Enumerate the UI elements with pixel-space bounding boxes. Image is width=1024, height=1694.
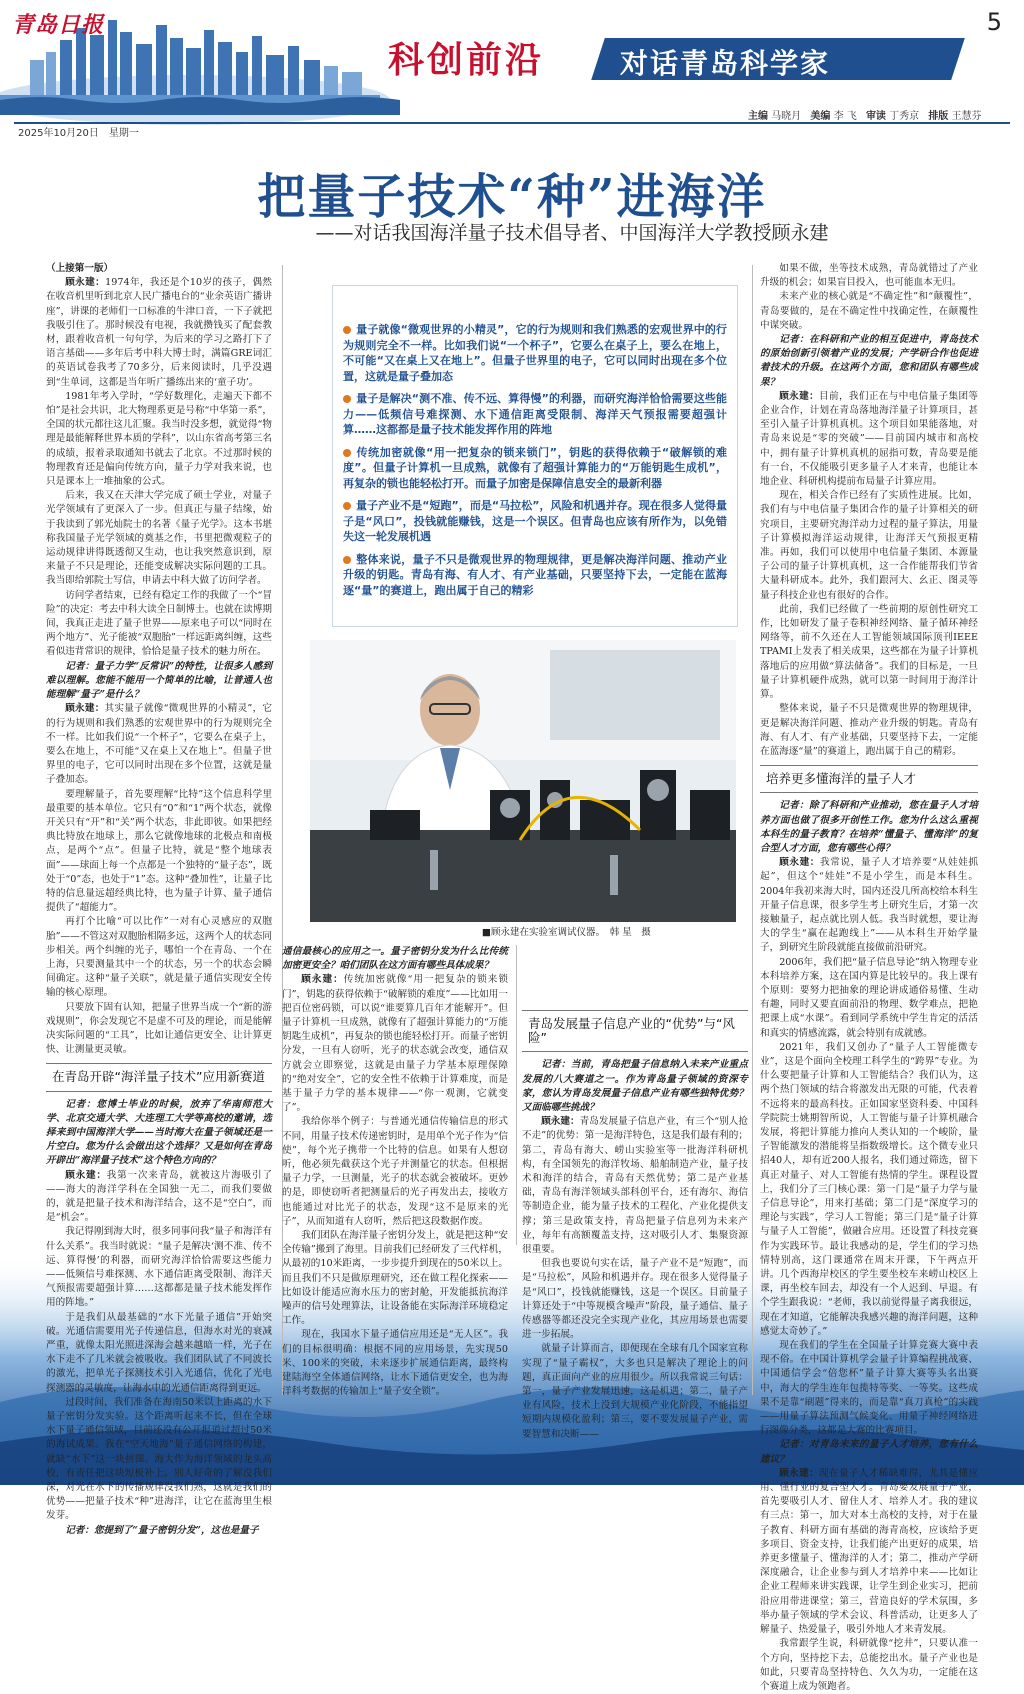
paragraph	[760, 1339, 978, 1438]
paragraph	[282, 1328, 508, 1399]
paragraph-text: 目前，我们正在与中电信量子集团等企业合作，计划在青岛落地海洋量子计算项目，甚至引入量子计算机真机。这个项目如果能落地，对青岛来说是“零的突破”——目前国内城市和高校中，拥有量子计算机真机的屈指可数，青岛要是能有一台，不仅能吸引更多量子人才来青，也能让本地企业、科研机构提前布局量子计算应用。	[760, 390, 979, 488]
paragraph	[46, 489, 272, 588]
key-points-box	[332, 285, 738, 627]
paragraph	[760, 1637, 978, 1694]
paragraph	[760, 390, 978, 489]
credit-name: 李 飞	[833, 111, 857, 122]
paragraph	[282, 973, 508, 1115]
paragraph	[760, 262, 978, 290]
subheadline: ——对话我国海洋量子技术倡导者、中国海洋大学教授顾永建	[315, 222, 829, 244]
paragraph	[282, 1229, 508, 1328]
paragraph	[522, 1257, 748, 1342]
reporter-question: 记者：除了科研和产业推动，您在量子人才培养方面也做了很多开创性工作。您为什么这么重视本科生的量子教育？在培养“懂量子、懂海洋”的复合型人才方面，您有哪些心得？	[760, 800, 978, 854]
paragraph-text: 就量子计算而言，即便现在全球有几个国家宣称实现了“量子霸权”，大多也只是解决了理论上的问题，真正面向产业的应用很少。所以我常说三句话：第一，量子产业发展迅速，这是机遇；第二，量子产业有风险，技术上没到大规模产业化阶段，不能指望短期内规模化盈利；第三，要不要发展量子产业，需要智慧和决断——	[522, 1343, 748, 1440]
paragraph-text: 未来产业的核心就是“不确定性”和“颠覆性”，青岛要做的，是在不确定性中找确定性，在颠覆性中谋突破。	[760, 291, 978, 331]
column-divider	[516, 945, 517, 1245]
page-number: 5	[986, 8, 1002, 36]
speaker-label: 顾永建：	[779, 1467, 820, 1479]
credit-role: 审读	[865, 111, 886, 122]
issue-date: 2025年10月20日 星期一	[18, 128, 139, 139]
key-point: 传统加密就像“用一把复杂的锁来锁门”，钥匙的获得依赖于“破解锁的难度”。但量子计算机一旦成熟，就像有了超强计算能力的“万能钥匙生成机”，再复杂的锁也能轻松打开。而量子加密是保障信息安全的最新利器	[343, 445, 727, 490]
credit-role: 排版	[928, 111, 949, 122]
paragraph-text: 现在量子人才稀缺难得，尤其是懂应用、懂行业的复合型人才。青岛要发展量子产业，首先要吸引人才、留住人才、培养人才。我的建议有三点：第一，加大对本土高校的支持，对于在量子教育、科研方面有基础的海青高校，应该给予更多项目、资金支持，让我们能产出更好的成果，培养更多懂量子、懂海洋的人才；第二，推动产学研深度融合，让企业参与到人才培养中来——比如让企业工程师来讲实践课，让学生到企业实习，把前沿应用带进课堂；第三，营造良好的学术氛围，多举办量子领域的学术会议、科普活动，让更多人了解量子、热爱量子，吸引外地人才来青发展。	[760, 1467, 979, 1636]
bullet-dot-icon	[343, 502, 351, 510]
speaker-label: 顾永建：	[301, 974, 344, 986]
paragraph-text: 2006年，我们把“量子信息导论”纳入物理专业本科培养方案，这在国内算是比较早的。我上课有个原则：要努力把抽象的理论讲成通俗易懂、生动有趣，同时又要直面前沿的物理、数学难点，把艳把课上成“水课”。看到同学系统中学生肯定的活活和真实的情感流露，就会特别有成就感。	[760, 956, 978, 1039]
newspaper-logo: 青岛日报	[12, 12, 105, 38]
paragraph	[760, 702, 978, 759]
speaker-label: 顾永建：	[65, 1169, 107, 1181]
photo-scientist-in-lab	[310, 640, 736, 922]
paragraph-text: 传统加密就像“用一把复杂的锁来锁门”，钥匙的获得依赖于“破解锁的难度”——比如用一把百位密码锁，可以说“谁要算几百年才能解开”。但量子计算机一旦成熟，就像有了超强计算能力的“万能钥匙生成机”，再复杂的锁也能轻松打开。而量子密钥分发，一旦有人窃听，光子的状态就会改变，通信双方就会立即察觉，这就是由量子力学基本原理保障的“绝对安全”，它的安全性不依赖于计算难度，而是基于量子力学的基本规律——“你一观测，它就变了”。	[282, 974, 509, 1114]
speaker-label: 顾永建：	[65, 277, 106, 289]
paragraph-text: 我们团队在海洋量子密钥分发上，就是把这种“安全传输”搬到了海里。目前我们已经研发了三代样机，从最初的10米距离，一步步提升到现在的50米以上。而且我们不只是做原理研究，还在做工程化探索——比如设计能适应海水压力的密封舱，开发能抵抗海洋噪声的信号处理算法，让设备能在实际海洋环境稳定工作。	[282, 1230, 508, 1327]
reporter-question: 记者：在科研和产业的相互促进中，青岛技术的原始创新引领着产业的发展；产学研合作也促进着技术的升级。在这两个方面，您和团队有哪些成果？	[760, 334, 978, 388]
paragraph	[46, 1225, 272, 1310]
paragraph	[46, 390, 272, 489]
paragraph-text: 我给你举个例子：与普通光通信传输信息的形式不同，用量子技术传递密钥时，是用单个光子作为“信使”，每个光子携带一个比特的信息。如果有人想窃听，他必须先截获这个光子并测量它的状态。但根据量子力学，一旦测量，光子的状态就会被破坏。更妙的是，即使窃听者把测量后的光子再发出去，接收方也能通过对比光子的状态，发现“这不是原来的光子”，从而知道有人窃听，然后把这段数据作废。	[282, 1116, 508, 1227]
reporter-question: 记者：当前，青岛把量子信息纳入未来产业重点发展的八大赛道之一。作为青岛量子领域的资深专家，您认为青岛发展量子信息产业有哪些独特优势？又面临哪些挑战？	[522, 1059, 748, 1114]
paragraph-text: 再打个比喻“可以比作”一对有心灵感应的双胞胎”——不管这对双胞胎相隔多远，这两个人的状态同步相关。两个纠缠的光子，哪怕一个在青岛、一个在上海，只要测量其中一个的状态，另一个的状态会瞬间确定。这种“量子关联”，就是量子通信实现安全传输的核心原理。	[46, 916, 272, 999]
section-subhead: 青岛发展量子信息产业的“优势”与“风险”	[522, 1010, 748, 1052]
article-column-2	[282, 945, 509, 1398]
speaker-label: 顾永建：	[779, 857, 821, 869]
paragraph	[46, 589, 272, 660]
key-point: 量子是解决“测不准、传不远、算得慢”的利器，而研究海洋恰恰需要这些能力——低频信号难探测、水下通信距离受限制、海洋天气预报需要超强计算……这都都是量子技术能发挥作用的阵地	[343, 392, 727, 436]
paragraph	[760, 1041, 978, 1339]
key-point: 整体来说，量子不只是微观世界的物理规律，更是解决海洋问题、推动产业升级的钥匙。青岛有海、有人才、有产业基础，只要坚持下去，一定能在蓝海逐“量”的赛道上，跑出属于自己的精彩	[343, 552, 727, 597]
paragraph-text: 访问学者结束，已经有稳定工作的我做了一个“冒险”的决定：考去中科大读全日制博士。也就在读博期间，我真正走进了量子世界——原来电子可以“同时在两个地方”、光子能被“双胞胎”一样远距离纠缠，这些看似违背常识的规律，恰恰是量子技术的魅力所在。	[46, 589, 272, 658]
masthead	[0, 0, 1024, 122]
paragraph-text: 只要放下固有认知，把量子世界当成一个“新的游戏规则”，你会发现它不是虚不可及的理论，而是能解决实际问题的“工具”，比如让通信更安全、让计算更快、让测量更灵敏。	[46, 1001, 272, 1056]
key-point: 量子就像“微观世界的小精灵”，它的行为规则和我们熟悉的宏观世界中的行为规则完全不一样。比如我们说“一个杯子”，它要么在桌子上，要么在地上，不可能“又在桌上又在地上”。但量子世界里的电子，它可以同时出现在多个位置，这就是量子叠加态	[343, 323, 727, 383]
continuation-note: （上接第一版）	[46, 263, 114, 274]
header-rule	[14, 122, 1010, 124]
article-column-3	[522, 1010, 749, 1440]
paragraph-text: 现在，我国水下量子通信应用还是“无人区”。我们的目标很明确：根据不同的应用场景，先实现50米、100米的突破，未来逐步扩展通信距离，最终构建陆海空全体通信网络，让水下通信更安全，也为海洋科考数据的传输加上“量子安全锁”。	[282, 1329, 508, 1398]
section-subtitle: 对话青岛科学家	[620, 47, 831, 80]
bullet-dot-icon	[343, 556, 351, 564]
paragraph-text: 青岛发展量子信息产业，有三个“别人抢不走”的优势：第一是海洋特色，这是我们最有利的；第二，青岛有海大、崂山实验室等一批海洋科研机构，有全国领先的海洋牧场、船舶制造产业，量子技术和海洋的结合，青岛有天然优势；第二是产业基础，青岛有海洋领域头部科创平台，还有海尔、海信等制造企业，能为量子技术的工程化、产业化提供支撑；第三是政策支持，青岛把量子信息列为未来产业，每年有高额覆盖支持，这对吸引人才、集聚资源很重要。	[522, 1116, 749, 1256]
photo-caption: ■顾永建在实验室调试仪器。 韩 星 摄	[482, 927, 651, 938]
reporter-question: 记者：对青岛未来的量子人才培养，您有什么建议？	[760, 1439, 978, 1465]
paragraph-text: 但我也要说句实在话，量子产业不是“短跑”，而是“马拉松”，风险和机遇并存。现在很多人觉得量子是“风口”，投钱就能赚钱，这是一个误区。目前量子计算还处于“中等规模含噪声”阶段，量子通信、量子传感器等都还没完全实现产业化，其应用场景也需要进一步拓展。	[522, 1258, 748, 1341]
paragraph	[46, 915, 272, 1000]
paragraph-text: 现在我们的学生在全国量子计算竞赛大赛中表现不俗。在中国计算机学会量子计算编程挑战赛、中国通信学会“倍您杯”量子计算大赛等头名出赛中，海大的学生连年包揽特等奖、一等奖。这些成果不是靠“刷题”得来的，而是靠“真刀真枪”的实践——用量子算法预测气候变化、用量子神经网络进行图像分类，这都是大赛的比赛项目。	[760, 1340, 978, 1437]
bullet-dot-icon	[343, 449, 351, 457]
paragraph-text: 此前，我们已经做了一些前期的原创性研究工作，比如研发了量子卷积神经网络、量子循环神经网络等，前不久还在人工智能领域国际顶刊IEEE TPAMI上发表了相关成果，这些都在为量子计算机落地后的应用做“算法储备”。我们的目标是，一旦量子计算机硬件成熟，就可以第一时间用于海洋计算。	[760, 603, 978, 701]
section-title: 科创前沿	[388, 39, 545, 81]
credit-role: 主编	[748, 111, 768, 122]
paragraph-text: 过段时间，我们准备在海南50米以上距离的水下量子密钥分发实验。这个距离听起来不长，但在全球水下量子通信领域，目前还没有公开报道过超过50米的海试成果。我在“空天地海”量子通信网络的构建，就缺“水下”这一块拼图。海大作为海洋领域的龙头高校，有责任把这块短板补上。别人好奇的了解没我们深，对光在水下的传播规律没我们熟，这就是我们的优势——把量子技术“种”进海洋，让它在蓝海里生根发芽。	[46, 1396, 272, 1522]
reporter-question: 记者：您提到了“量子密钥分发”，这也是量子	[65, 1524, 259, 1536]
paragraph-text: 我记得刚到海大时，很多同事问我“量子和海洋有什么关系”。我当时就说：“量子是解决‘测不准、传不远、算得慢’的利器，而研究海洋恰恰需要这些能力——低频信号难探测、水下通信距离受限制、海洋天气预报需要超强计算……这都都是量子技术能发挥作用的阵地。”	[46, 1226, 272, 1309]
paragraph	[760, 489, 978, 603]
paragraph-text: 要理解量子，首先要理解“比特”这个信息科学里最重要的基本单位。它只有“0”和“1”两个状态，就像开关只有“开”和“关”两个状态，非此即彼。如果把经典比特放在地球上，那么它就像地球的北极点和南极点，是两个“点”。但量子比特，就是“整个地球表面”——球面上每一个点都是一个独特的“量子态”，既处于“0”态，也处于“1”态。这种“叠加性”，让量子比特的信息量远超经典比特，也为量子计算、量子通信提供了“超能力”。	[46, 788, 272, 914]
credit-name: 王慧芬	[951, 111, 982, 122]
reporter-question: 记者：量子力学“反常识”的特性，让很多人感到难以理解。您能不能用一个简单的比喻，让普通人也能理解“量子”是什么？	[46, 660, 272, 701]
paragraph-text: 我第一次来青岛，就被这片海吸引了——海大的海洋学科在全国独一无二，而我们要做的，就是把量子技术和海洋结合，这不是“空白”，而是“机会”。	[46, 1169, 273, 1224]
reporter-question: 通信最核心的应用之一。量子密钥分发为什么比传统加密更安全？咱们团队在这方面有哪些具体成果？	[282, 946, 508, 972]
paragraph	[46, 1311, 272, 1396]
credit-name: 丁秀京	[889, 111, 920, 122]
column-divider	[752, 265, 753, 1395]
paragraph-text: 于是我们从最基础的“水下光量子通信”开始突破。光通信需要用光子传递信息，但海水对光的衰减严重，就像太阳光照进深海会越来越暗一样，光子在水下走不了几米就会被吸收。我们团队试了不同波长的激光，把单光子探测技术引入光通信，优化了光电探测器的灵敏度，让海水中的光通信距离得到更远。	[46, 1311, 272, 1394]
speaker-label: 顾永建：	[779, 390, 820, 402]
paragraph	[760, 290, 978, 333]
paragraph	[522, 1115, 748, 1257]
key-point: 量子产业不是“短跑”，而是“马拉松”，风险和机遇并存。现在很多人觉得量子是“风口”，投钱就能赚钱，这是一个误区。但青岛也应该有所作为，以免错失这一轮发展机遇	[343, 499, 727, 543]
article-column-4	[760, 262, 979, 1692]
speaker-label: 顾永建：	[541, 1116, 580, 1128]
section-subhead: 在青岛开辟“海洋量子技术”应用新赛道	[46, 1063, 272, 1091]
paragraph-text: 其实量子就像“微观世界的小精灵”，它的行为规则和我们熟悉的宏观世界中的行为规则完全不一样。比如我们说“一个杯子”，它要么在桌子上，要么在地上，不可能“又在桌上又在地上”。但量子世界里的电子，它可以同时出现在多个位置，这就是量子叠加态。	[46, 703, 273, 786]
headline: 把量子技术“种”进海洋	[257, 169, 767, 225]
paragraph	[760, 603, 978, 702]
editor-credits	[742, 107, 982, 122]
paragraph-text: 1981年考入学时，“学好数理化，走遍天下都不怕”是社会共识，北大物理系更是号称“中华第一系”，全国的状元都往这儿汇聚。我当时没多想，就觉得“物理是最能解释世界本质的学科”，以山东省高考第三名的成绩，报着录取通知书就去了北京。不过那时候的物理教育还是偏向传统方向，量子力学对我来说，也只是课本上一堆抽象的公式。	[46, 390, 272, 488]
paragraph	[46, 1396, 272, 1524]
paragraph-text: 后来，我又在天津大学完成了硕士学业，对量子光学领域有了更深入了一步。但真正与量子结缘，始于我读到了郭光灿院士的名著《量子光学》。这本书堪称我国量子光学领域的奠基之作，书里把微观粒子的运动规律讲得既透彻又生动，也让我突然意识到，原来量子不只是理论，还能变成解决实际问题的工具。我当即给郭院士写信，申请去中科大做了访问学者。	[46, 490, 272, 587]
bullet-dot-icon	[343, 326, 351, 334]
paragraph-text: 1974年，我还是个10岁的孩子，偶然在收音机里听到北京人民广播电台的“业余英语广播讲座”，讲课的老师们一口标准的牛津口音，一下子就把我吸引住了。那时候没有电视，我就攒钱买了配套教材，跟着收音机一句句学，为后来的学习之路打下了语言基础——多年后考中科大博士时，满篇GRE词汇的英语试卷我考了70多分，后来阅读时，几乎没遇到“生单词，这都是当年听广播练出来的‘童子功’。	[46, 277, 272, 388]
bullet-dot-icon	[343, 395, 351, 403]
speaker-label: 顾永建：	[65, 703, 105, 715]
paragraph	[46, 276, 272, 390]
paragraph-text: 如果不做，坐等技术成熟，青岛就错过了产业升级的机会；如果盲目投入，也可能血本无归。	[760, 263, 978, 289]
paragraph	[46, 1169, 272, 1226]
paragraph	[282, 1115, 508, 1229]
paragraph	[46, 702, 272, 787]
paragraph-text: 整体来说，量子不只是微观世界的物理规律，更是解决海洋问题、推动产业升级的钥匙。青岛有海、有人才、有产业基础，只要坚持下去，一定能在蓝海逐“量”的赛道上，跑出属于自己的精彩。	[760, 703, 978, 757]
article-column-1	[46, 262, 273, 1536]
paragraph	[46, 788, 272, 916]
paragraph	[46, 1001, 272, 1058]
paragraph	[760, 956, 978, 1041]
paragraph-text: 我常跟学生说，科研就像“挖井”，只要认准一个方向，坚持挖下去，总能挖出水。量子产业也是如此，只要青岛坚持特色、久久为功，一定能在这个赛道上成为领跑者。	[760, 1638, 978, 1692]
paragraph-text: 现在，相关合作已经有了实质性进展。比如，我们有与中电信量子集团合作的量子计算相关的研究项目，主要研究海洋动力过程的量子算法，用量子计算模拟海洋运动规律，让海洋天气预报更精准。再如，我们可以使用中电信量子集团、本源量子公司的量子计算机真机，这一合作能帮我们节省大量科研成本。此外，我们跟河大、幺正、图灵等量子科技企业也有很好的合作。	[760, 490, 978, 601]
credit-name: 马晓月	[771, 111, 802, 122]
paragraph-text: 2021年，我们又创办了“量子人工智能微专业”，这是个面向全校理工科学生的“跨界”专业。为什么要把量子计算和人工智能结合？我们认为，这两个热门领域的结合将激发出无限的可能，代表着不远将来的最高科技。正如国家坚资科委、中国科学院院士姚期智所说，人工智能与量子计算机融合发展，将把计算能力推向人类认知的一个峻阶，量子智能激发的潜能将呈指数级增长。这个微专业只招40人，却有近200人报名，我们通过筛选，留下真正对量子、对人工智能有热情的学生。课程设置上，我们分了三门核心课：第一门是“量子力学与量子信息导论”，用来打基础；第二门是“深度学习的理论与实践”，学习人工智能；第三门是“量子计算与量子人工智能”，做融合应用。还设置了科技竞赛作为实践环节。最让我感动的是，学生们的学习热情特别高，这门课通常在周末开课，下午两点开讲。几个西海岸校区的学生要坐校车来崂山校区上课，再坐校车回去，却没有一个人迟到、早退。有个学生跟我说：“老师，我以前觉得量子离我很远，现在才知道，它能解决我感兴趣的海洋问题，这种感觉太奇妙了。”	[760, 1041, 978, 1337]
paragraph	[760, 1467, 978, 1637]
paragraph	[522, 1342, 748, 1441]
paragraph-text: 我常说，量子人才培养要“从娃娃抓起”，但这个“娃娃”不是小学生，而是本科生。2004年我初来海大时，国内还没几所高校给本科生开量子信息课，很多学生考上研究生后，才第一次接触量子，起点就比别人低。我当时就想，要让海大的学生“赢在起跑线上”——从本科生开始学量子，到研究生阶段就能直接做前沿研究。	[760, 857, 979, 954]
credit-role: 美编	[810, 111, 831, 122]
section-subhead: 培养更多懂海洋的量子人才	[760, 765, 978, 793]
paragraph	[760, 856, 978, 955]
reporter-question: 记者：您博士毕业的时候，放弃了华南师范大学、北京交通大学、大连理工大学等高校的邀请，选择来到中国海洋大学——当时海大在量子领域还是一片空白。您为什么会做出这个选择？又是如何在青岛开辟出“海洋量子技术”这个特色方向的？	[46, 1098, 272, 1167]
